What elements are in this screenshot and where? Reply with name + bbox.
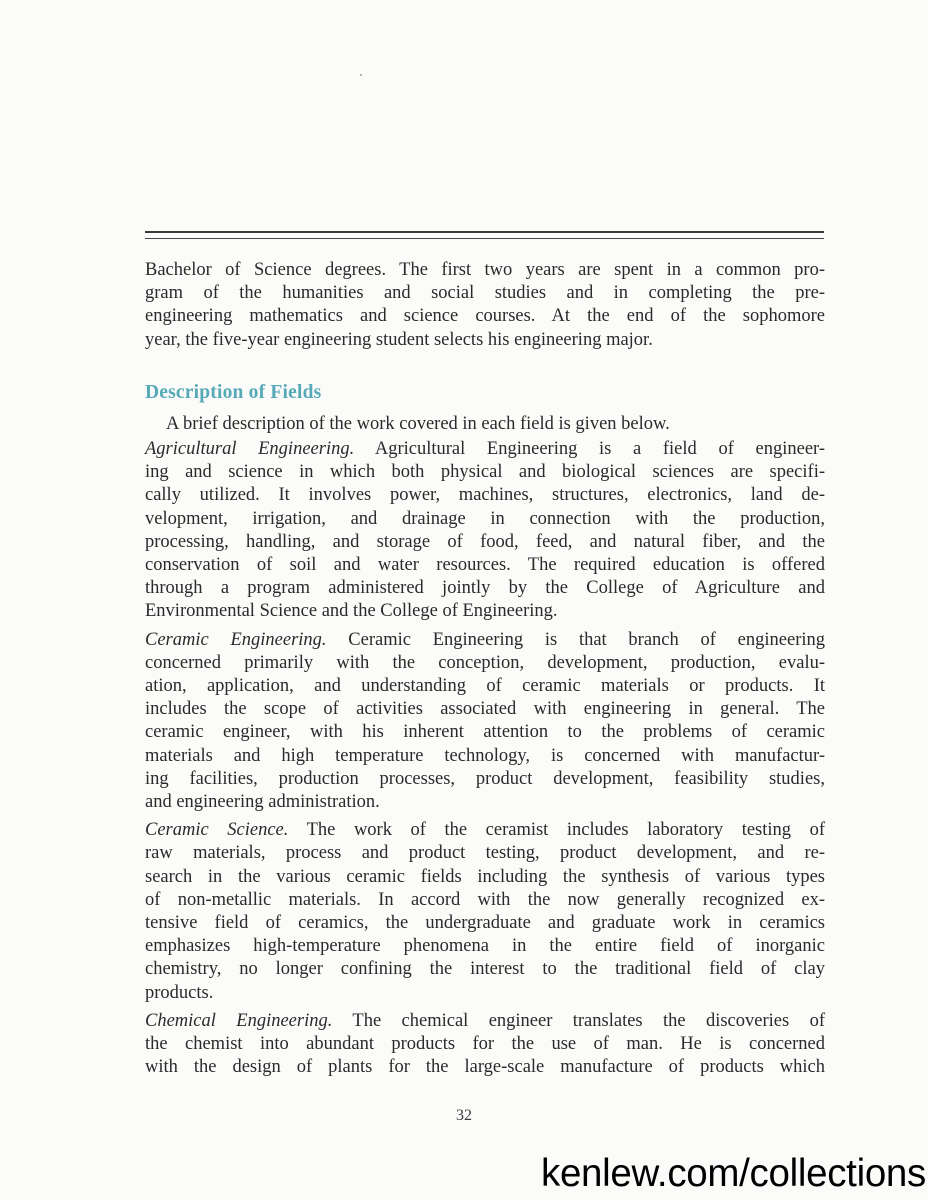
page-speck	[360, 74, 362, 76]
text-line: ing facilities, production processes, product development, feasibility studies,	[145, 768, 825, 789]
text-line	[145, 438, 825, 461]
text-line: materials and high temperature technology, is concerned with manufactur-	[145, 745, 825, 766]
text-line: engineering mathematics and science courses. At the end of the sophomore	[145, 306, 825, 327]
field-ceramic-science	[145, 819, 825, 1005]
text-line: includes the scope of activities associated with engineering in general. The	[145, 699, 825, 720]
text-line: Bachelor of Science degrees. The first two years are spent in a common pro-	[145, 260, 825, 280]
field-text: Ceramic Engineering is that branch of engineering	[326, 629, 825, 650]
text-line: velopment, irrigation, and drainage in connection with the production,	[145, 508, 825, 529]
text-line: cally utilized. It involves power, machines, structures, electronics, land de-	[145, 485, 825, 506]
text-line: gram of the humanities and social studies and in completing the pre-	[145, 283, 825, 304]
text-line: Environmental Science and the College of Engineering.	[145, 601, 558, 622]
header-double-rule	[145, 231, 824, 239]
rule-thick	[145, 231, 824, 233]
text-line: with the design of plants for the large-scale manufacture of products which	[145, 1057, 825, 1078]
text-line: of non-metallic materials. In accord with the now generally recognized ex-	[145, 889, 825, 910]
text-line	[145, 629, 825, 652]
text-line: ation, application, and understanding of ceramic materials or products. It	[145, 676, 825, 697]
field-agricultural-engineering	[145, 438, 825, 624]
rule-thin	[145, 238, 824, 239]
text-line: and engineering administration.	[145, 792, 380, 813]
field-text: The chemical engineer translates the discoveries of	[332, 1010, 825, 1031]
text-line: processing, handling, and storage of food, feed, and natural fiber, and the	[145, 531, 825, 552]
text-line: emphasizes high-temperature phenomena in the entire field of inorganic	[145, 936, 825, 957]
field-ceramic-engineering	[145, 629, 825, 815]
fields-list	[145, 438, 825, 1084]
text-line: tensive field of ceramics, the undergraduate and graduate work in ceramics	[145, 913, 825, 934]
text-line	[145, 819, 825, 842]
section-intro: A brief description of the work covered in each field is given below.	[166, 414, 670, 434]
field-term: Agricultural Engineering.	[145, 439, 355, 459]
field-term: Ceramic Engineering.	[145, 629, 327, 650]
text-line: products.	[145, 982, 214, 1003]
text-line: through a program administered jointly by the College of Agriculture and	[145, 578, 825, 599]
text-line: search in the various ceramic fields including the synthesis of various types	[145, 866, 825, 887]
page-number: 32	[456, 1107, 472, 1124]
watermark-url: kenlew.com/collections	[541, 1152, 926, 1195]
field-text: Agricultural Engineering is a field of engineer-	[354, 439, 825, 459]
text-line: ing and science in which both physical and biological sciences are specifi-	[145, 462, 825, 483]
text-line: chemistry, no longer confining the interest to the traditional field of clay	[145, 959, 825, 980]
text-line: ceramic engineer, with his inherent attention to the problems of ceramic	[145, 722, 825, 743]
section-heading: Description of Fields	[145, 382, 322, 403]
field-chemical-engineering	[145, 1010, 825, 1080]
field-text: The work of the ceramist includes laboratory testing of	[288, 820, 825, 841]
text-line: year, the five-year engineering student selects his engineering major.	[145, 329, 653, 350]
field-term: Ceramic Science.	[145, 820, 289, 841]
intro-paragraph	[145, 259, 825, 352]
text-line: concerned primarily with the conception, development, production, evalu-	[145, 652, 825, 673]
text-line	[145, 1010, 825, 1033]
text-line: conservation of soil and water resources. The required education is offered	[145, 555, 825, 576]
text-line: raw materials, process and product testing, product development, and re-	[145, 843, 825, 864]
field-term: Chemical Engineering.	[145, 1010, 333, 1031]
text-line: the chemist into abundant products for the use of man. He is concerned	[145, 1034, 825, 1055]
